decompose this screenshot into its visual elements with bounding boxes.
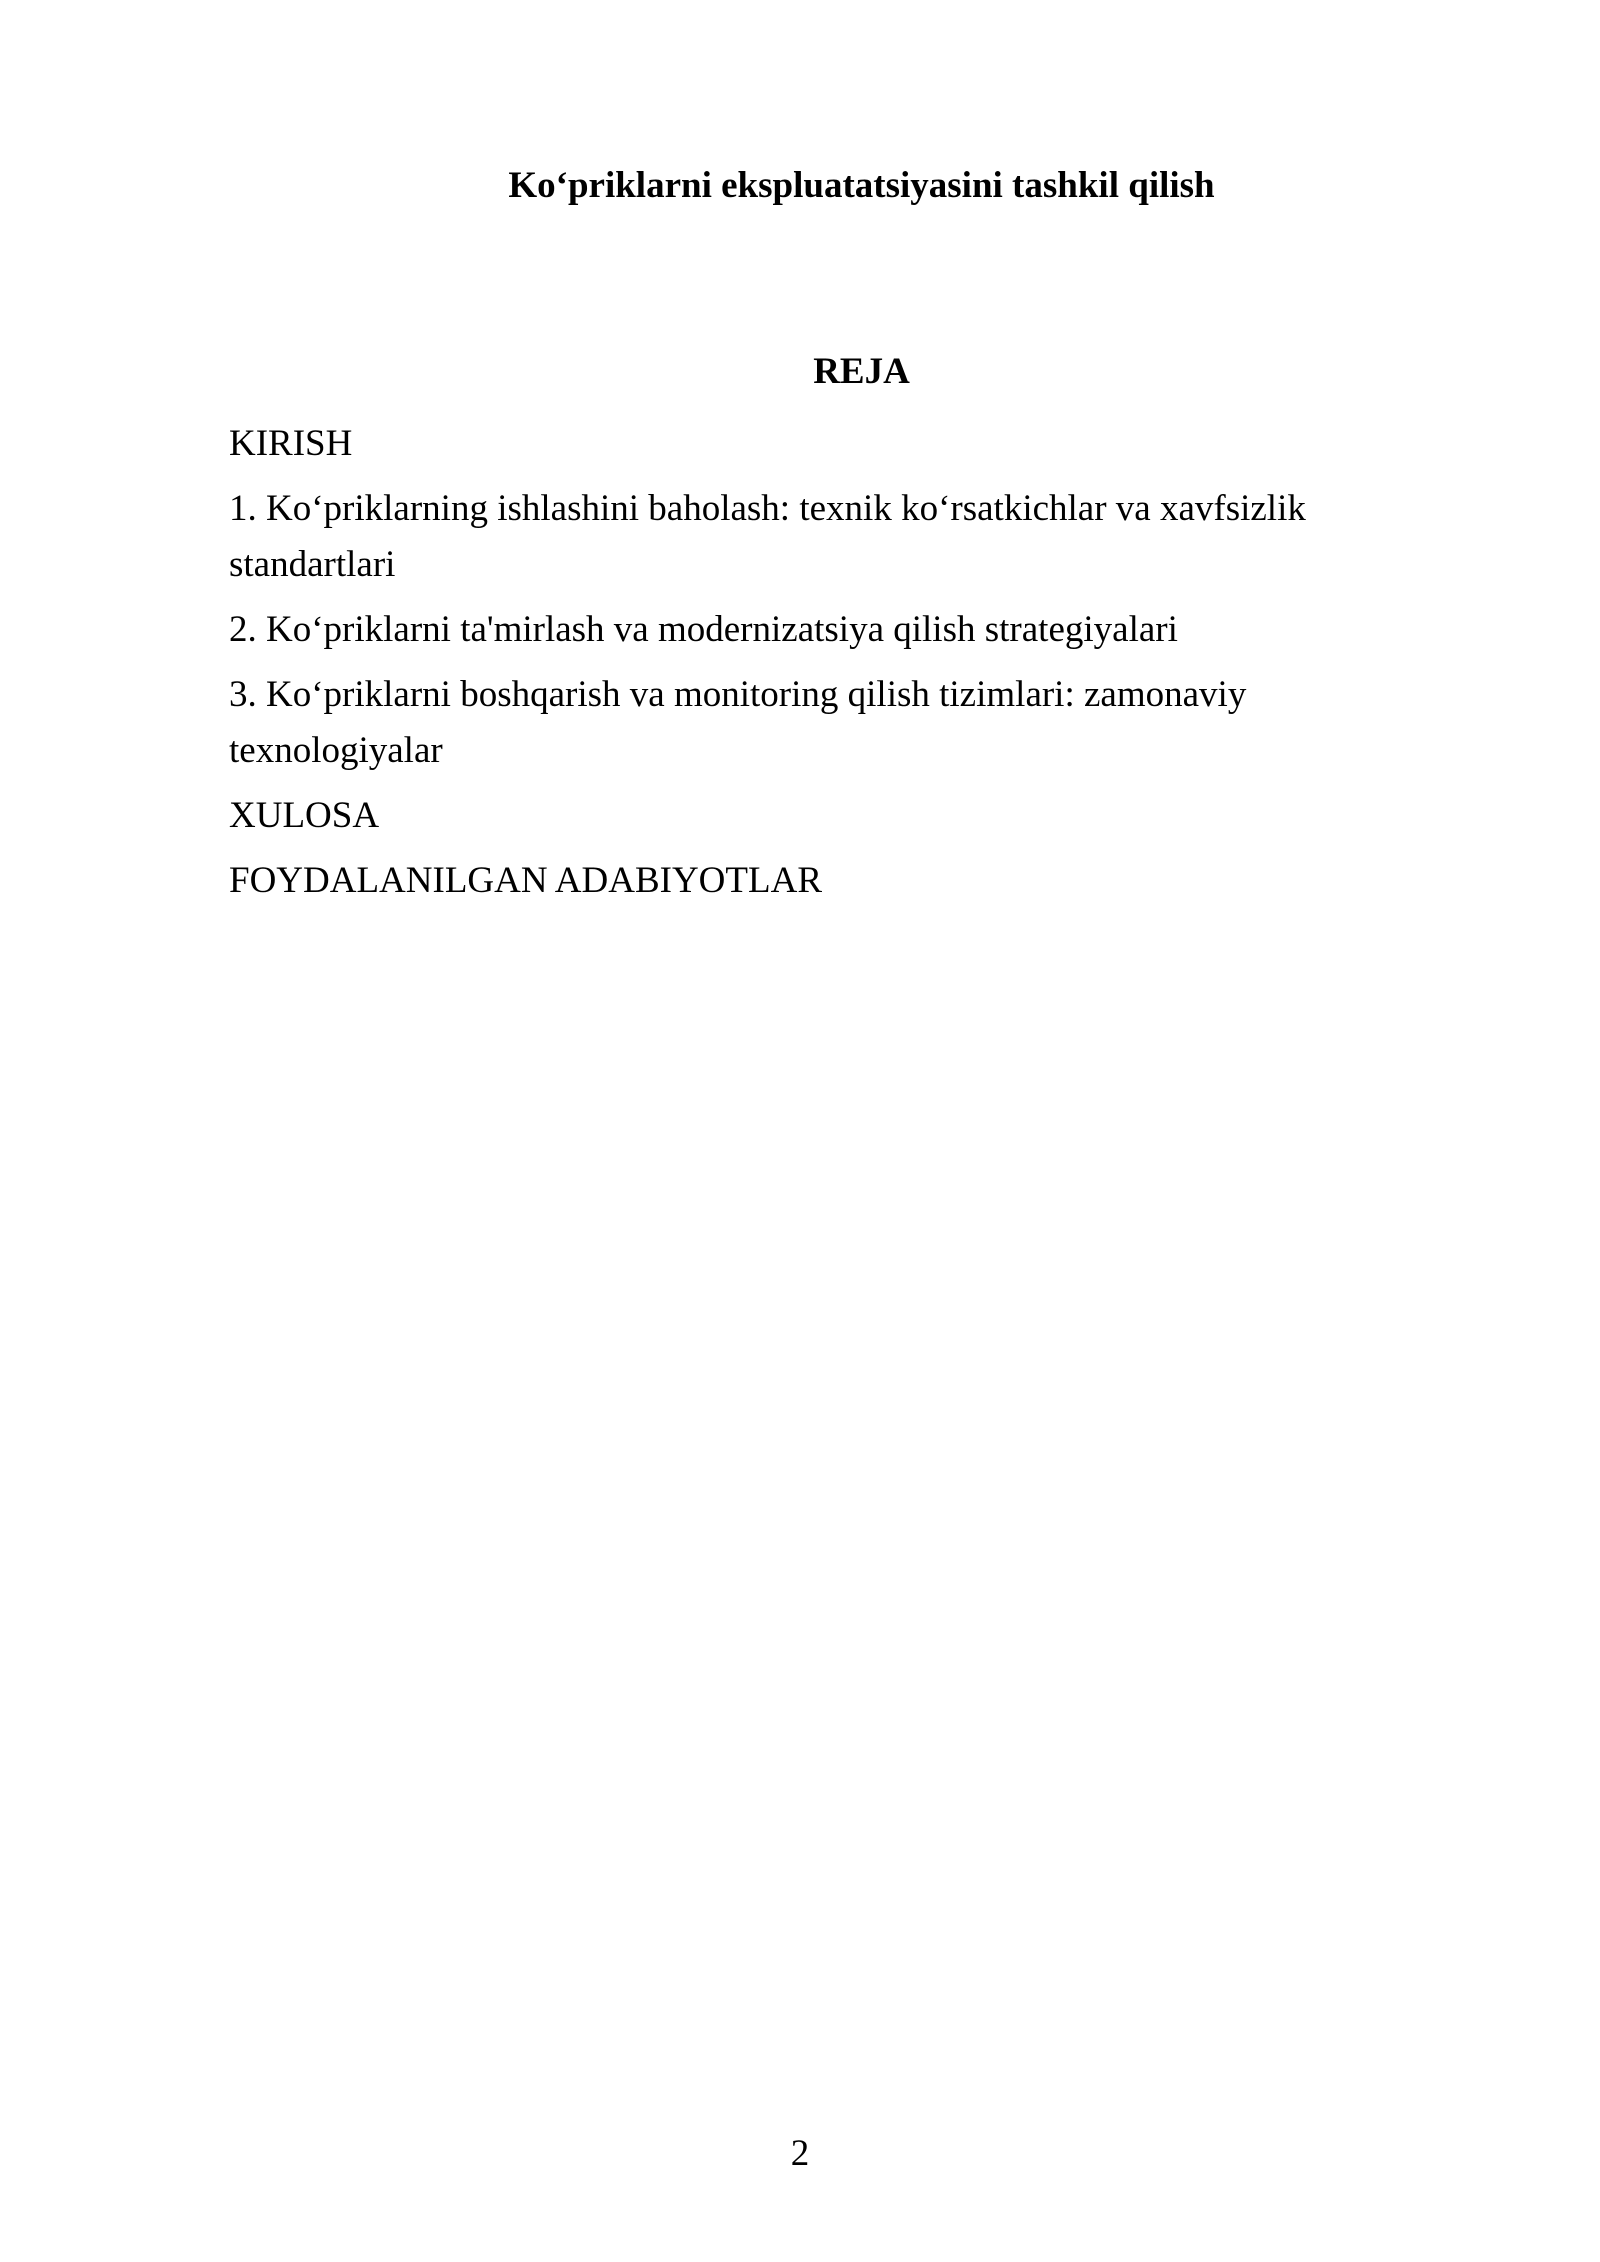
plan-item-introduction: KIRISH [229, 423, 353, 464]
document-title: Ko‘priklarni ekspluatatsiyasini tashkil qilish [508, 165, 1215, 206]
plan-list [229, 416, 1389, 918]
plan-item-section-1: 1. Ko‘priklarning ishlashini baholash: texnik ko‘rsatkichlar va xavfsizlik standartlari [229, 488, 1306, 585]
plan-item-references: FOYDALANILGAN ADABIYOTLAR [229, 860, 822, 901]
plan-heading: REJA [813, 351, 910, 392]
page-number: 2 [790, 2133, 810, 2174]
plan-item-section-3: 3. Ko‘priklarni boshqarish va monitoring qilish tizimlari: zamonaviy texnologiyalar [229, 674, 1247, 771]
plan-item-conclusion: XULOSA [229, 795, 380, 836]
plan-item-section-2: 2. Ko‘priklarni ta'mirlash va modernizatsiya qilish strategiyalari [229, 609, 1178, 650]
